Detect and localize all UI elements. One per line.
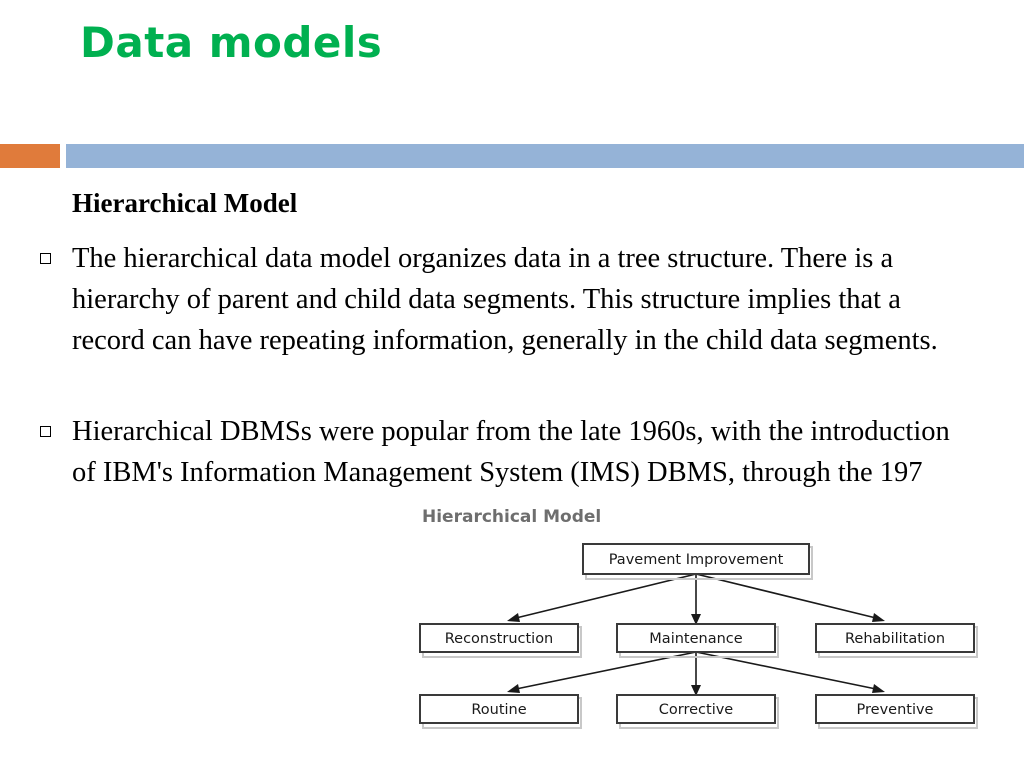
node-rehabilitation (816, 624, 977, 657)
header-divider-bar (66, 144, 1024, 168)
node-maintenance (617, 624, 778, 657)
node-label: Preventive (856, 702, 934, 718)
node-label: Reconstruction (444, 631, 554, 647)
section-heading: Hierarchical Model (72, 188, 298, 218)
arrowhead (507, 613, 520, 622)
bullet-text: Hierarchical DBMSs were popular from the late 1960s, with the introduction of IBM's Information Management System (IMS) DBMS, through the 197 (72, 416, 950, 488)
bullet-text: The hierarchical data model organizes data in a tree structure. There is a hierarchy of parent and child data segments. This structure implies that a record can have repeating information, generally in the child data segments. (72, 243, 938, 356)
slide-title: Data models (80, 18, 383, 67)
arrowhead (872, 684, 885, 693)
hierarchy-diagram-svg (398, 494, 998, 744)
arrowhead (507, 684, 520, 693)
node-label: Maintenance (649, 631, 743, 647)
node-label: Routine (471, 702, 527, 718)
bullet-item (72, 411, 972, 493)
node-preventive (816, 695, 977, 728)
node-label: Pavement Improvement (608, 552, 784, 568)
diagram-title: Hierarchical Model (422, 507, 602, 527)
bullet-item (72, 238, 972, 361)
node-routine (420, 695, 581, 728)
node-corrective (617, 695, 778, 728)
node-label: Rehabilitation (844, 631, 946, 647)
node-root (583, 544, 812, 579)
edge-root-rehabilitation (696, 574, 876, 618)
node-reconstruction (420, 624, 581, 657)
square-bullet-icon (40, 253, 51, 264)
accent-bar (0, 144, 60, 168)
square-bullet-icon (40, 426, 51, 437)
hierarchy-diagram (398, 494, 998, 744)
edge-root-reconstruction (516, 574, 696, 618)
arrowhead (872, 613, 885, 622)
node-label: Corrective (658, 702, 734, 718)
